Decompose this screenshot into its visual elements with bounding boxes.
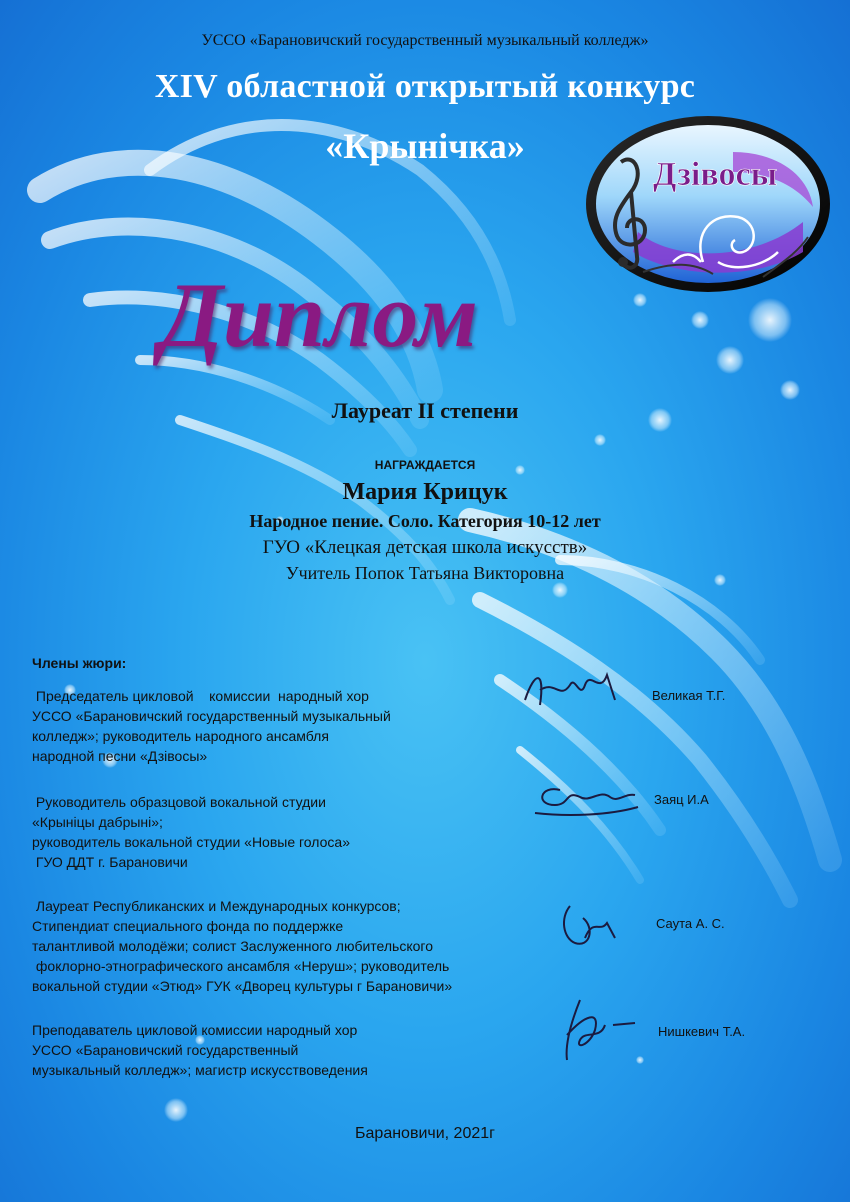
jury-member-3-name: Саута А. С. [656, 916, 725, 931]
jury-member-1-name: Великая Т.Г. [652, 688, 726, 703]
competition-category: Народное пение. Соло. Категория 10-12 лет [249, 511, 601, 531]
school-name: ГУО «Клецкая детская школа искусств» [262, 537, 588, 558]
jury-member-2-description: Руководитель образцовой вокальной студии «Крыніцы дабрыні»; руководитель вокальной студии «Новые голоса» ГУО ДДТ г. Барановичи [32, 794, 350, 870]
laureate-degree: Лауреат II степени [331, 398, 519, 423]
signature-zayats [530, 775, 640, 820]
signature-velikaya [515, 660, 625, 720]
recipient-name: Мария Крицук [342, 479, 508, 505]
signature-nishkevich [555, 995, 640, 1065]
logo-text: Дзівосы [653, 156, 778, 193]
jury-member-3-description: Лауреат Республиканских и Международных конкурсов; Стипендиат специального фонда по поддержке талантливой молодёжи; солист Заслуженного любительского фоклорно-этнографического ансамбля «Неруш»; руководитель вокальной студии «Этюд» ГУК «Дворец культуры г Барановичи» [32, 898, 453, 994]
organization-name: УССО «Барановичский государственный музыкальный колледж» [201, 32, 649, 49]
contest-title: XIV областной открытый конкурс [154, 68, 696, 105]
teacher-name: Учитель Попок Татьяна Викторовна [285, 563, 565, 583]
jury-member-2-name: Заяц И.А [654, 792, 709, 807]
jury-title: Члены жюри: [32, 655, 127, 671]
contest-name: «Крынічка» [325, 126, 525, 166]
jury-member-4-name: Нишкевич Т.А. [658, 1024, 746, 1039]
jury-member-1-description: Председатель цикловой комиссии народный хор УССО «Барановичский государственный музыкальный колледж»; руководитель народного ансамбля народной песни «Дзівосы» [32, 688, 391, 764]
place-and-date: Барановичи, 2021г [355, 1125, 495, 1142]
awarded-label: НАГРАЖДАЕТСЯ [374, 458, 476, 472]
diploma-heading: Диплом [160, 264, 478, 366]
signature-sauta [555, 898, 625, 953]
jury-member-4-description: Преподаватель цикловой комиссии народный хор УССО «Барановичский государственный музыкальный колледж»; магистр искусствоведения [32, 1022, 368, 1078]
